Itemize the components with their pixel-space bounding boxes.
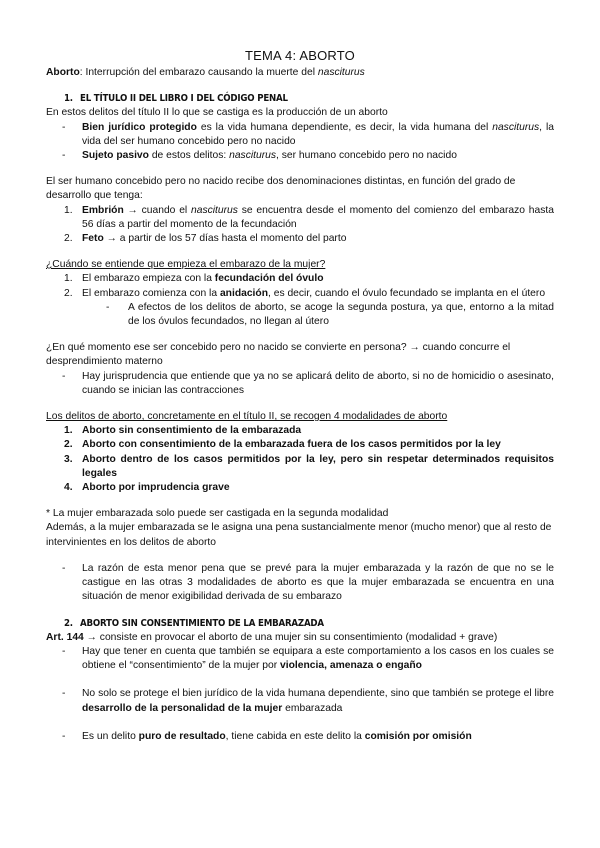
list-item: [46, 730, 554, 744]
text: La razón de esta menor pena que se prevé para la mujer embarazada y la razón de que no se le castigue en las otras 3 modalidades de aborto es que la mujer embarazada se encuentra en una situación de menor exigibilidad derivada de su embarazo: [82, 562, 554, 603]
text: Es un delito: [82, 730, 139, 742]
bold-text: Embrión: [82, 204, 124, 216]
number-marker: 2.: [64, 233, 73, 245]
bold-text: violencia, amenaza o engaño: [280, 660, 422, 672]
section1-bullets: [46, 121, 554, 164]
list-item: [46, 149, 554, 163]
list-item: [46, 232, 554, 246]
number-marker: 1.: [64, 425, 73, 437]
number-marker: 4.: [64, 482, 73, 494]
definition-italic: nasciturus: [317, 67, 365, 78]
number-marker: 2.: [64, 287, 73, 299]
list-item: [46, 424, 554, 438]
question-2-list: [46, 370, 554, 398]
question-2: ¿En qué momento ese ser concebido pero no nacido se convierte en persona? → cuando concurre el desprendimiento materno: [46, 342, 511, 368]
text: → cuando el: [123, 204, 191, 216]
text: , ser humano concebido pero no nacido: [276, 150, 457, 162]
spacer: [46, 716, 554, 730]
question-1-list: [46, 272, 554, 300]
list-item: [46, 370, 554, 398]
section2-bullets: [46, 645, 554, 744]
text: El embarazo empieza con la: [82, 273, 215, 285]
definition-term: Aborto: [46, 67, 80, 78]
text: se encuentra desde el momento del comienzo del embarazo hasta 56 días a partir del momento de la fecundación: [82, 204, 554, 230]
text: , tiene cabida en este delito la: [225, 730, 365, 742]
bold-text: fecundación del óvulo: [214, 273, 324, 285]
bold-text: Bien jurídico protegido: [82, 121, 197, 133]
section-title: ABORTO SIN CONSENTIMIENTO DE LA EMBARAZADA: [80, 617, 324, 629]
list-item: [46, 438, 554, 452]
list-item: [46, 645, 554, 673]
dash-marker: -: [106, 301, 110, 313]
modalities-list: [46, 424, 554, 495]
dash-marker: -: [62, 730, 66, 742]
text: A efectos de los delitos de aborto, se acoge la segunda postura, ya que, entorno a la mitad de los óvulos fecundados, no llegan al útero: [128, 301, 554, 328]
text: Aborto con consentimiento de la embarazada fuera de los casos permitidos por la ley: [82, 439, 501, 451]
bold-text: puro de resultado: [138, 730, 226, 742]
text: Hay jurisprudencia que entiende que ya no se aplicará delito de aborto, si no de homicidio o asesinato, cuando se inician las contracciones: [82, 370, 554, 396]
dash-marker: -: [62, 562, 66, 574]
number-marker: 1.: [64, 273, 73, 285]
bold-text: comisión por omisión: [364, 730, 472, 742]
text: Aborto sin consentimiento de la embarazada: [82, 425, 302, 437]
text: El embarazo comienza con la: [82, 287, 220, 299]
section-number: 1.: [64, 93, 73, 105]
list-item: [46, 301, 554, 329]
page-title: TEMA 4: ABORTO: [245, 48, 355, 63]
text: → a partir de los 57 días hasta el momento del parto: [103, 233, 347, 245]
text: Hay que tener en cuenta que también se equipara a este comportamiento a los casos en los cuales se obtiene el “consentimiento” de la mujer por: [82, 645, 554, 672]
note-2: Además, a la mujer embarazada se le asigna una pena sustancialmente menor (mucho menor) que al resto de intervinientes en los delitos de aborto: [46, 522, 552, 548]
section-number: 2.: [64, 617, 73, 629]
number-marker: 2.: [64, 439, 73, 451]
text: , es decir, cuando el óvulo fecundado se implanta en el útero: [268, 287, 546, 299]
note: * La mujer embarazada solo puede ser castigada en la segunda modalidad: [46, 508, 389, 520]
text: Aborto dentro de los casos permitidos por la ley, pero sin respetar determinados requisitos legales: [82, 453, 554, 479]
question-1-sublist: [46, 301, 554, 329]
list-item: [46, 687, 554, 715]
list-item: [46, 287, 554, 301]
italic-text: nasciturus: [191, 204, 238, 216]
definition-paragraph: [46, 66, 554, 80]
text: embarazada: [282, 702, 343, 714]
list-item: [46, 453, 554, 481]
text: de estos delitos:: [148, 150, 230, 162]
text: , la vida del ser humano concebido pero no nacido: [82, 121, 554, 147]
section1-intro: En estos delitos del título II lo que se castiga es la producción de un aborto: [46, 107, 388, 119]
dash-marker: -: [62, 645, 66, 657]
text: Aborto por imprudencia grave: [82, 482, 230, 494]
dash-marker: -: [62, 121, 66, 133]
list-item: [46, 481, 554, 495]
dash-marker: -: [62, 370, 66, 382]
text: No solo se protege el bien jurídico de la vida humana dependiente, sino que también se protege el libre: [82, 688, 554, 700]
text: es la vida humana dependiente, es decir, la vida humana del: [196, 121, 493, 133]
spacer: [46, 673, 554, 687]
section-heading-2: [46, 617, 554, 631]
bold-text: Art. 144: [46, 631, 84, 643]
section-heading-1: [46, 92, 554, 106]
number-marker: 1.: [64, 204, 73, 216]
italic-text: nasciturus: [229, 150, 277, 162]
text: → consiste en provocar el aborto de una mujer sin su consentimiento (modalidad + grave): [83, 631, 498, 643]
definition-text: : Interrupción del embarazo causando la muerte del: [79, 67, 318, 78]
dash-marker: -: [62, 150, 66, 162]
bold-text: Sujeto pasivo: [82, 150, 149, 162]
bold-text: Feto: [82, 233, 104, 245]
italic-text: nasciturus: [492, 121, 540, 133]
stages-intro: El ser humano concebido pero no nacido recibe dos denominaciones distintas, en función del grado de desarrollo que tenga:: [46, 176, 516, 202]
question-1: ¿Cuándo se entiende que empieza el embarazo de la mujer?: [46, 259, 326, 271]
number-marker: 3.: [64, 453, 73, 465]
modalities-heading: Los delitos de aborto, concretamente en el título II, se recogen 4 modalidades de aborto: [46, 411, 448, 423]
note-list: [46, 562, 554, 605]
bold-text: desarrollo de la personalidad de la mujer: [82, 702, 283, 714]
list-item: [46, 562, 554, 605]
list-item: [46, 121, 554, 149]
article-144: [46, 631, 554, 645]
stages-list: [46, 204, 554, 247]
list-item: [46, 204, 554, 232]
bold-text: anidación: [219, 287, 268, 299]
dash-marker: -: [62, 688, 66, 700]
section-title: EL TÍTULO II DEL LIBRO I DEL CÓDIGO PENAL: [80, 93, 288, 105]
list-item: [46, 272, 554, 286]
